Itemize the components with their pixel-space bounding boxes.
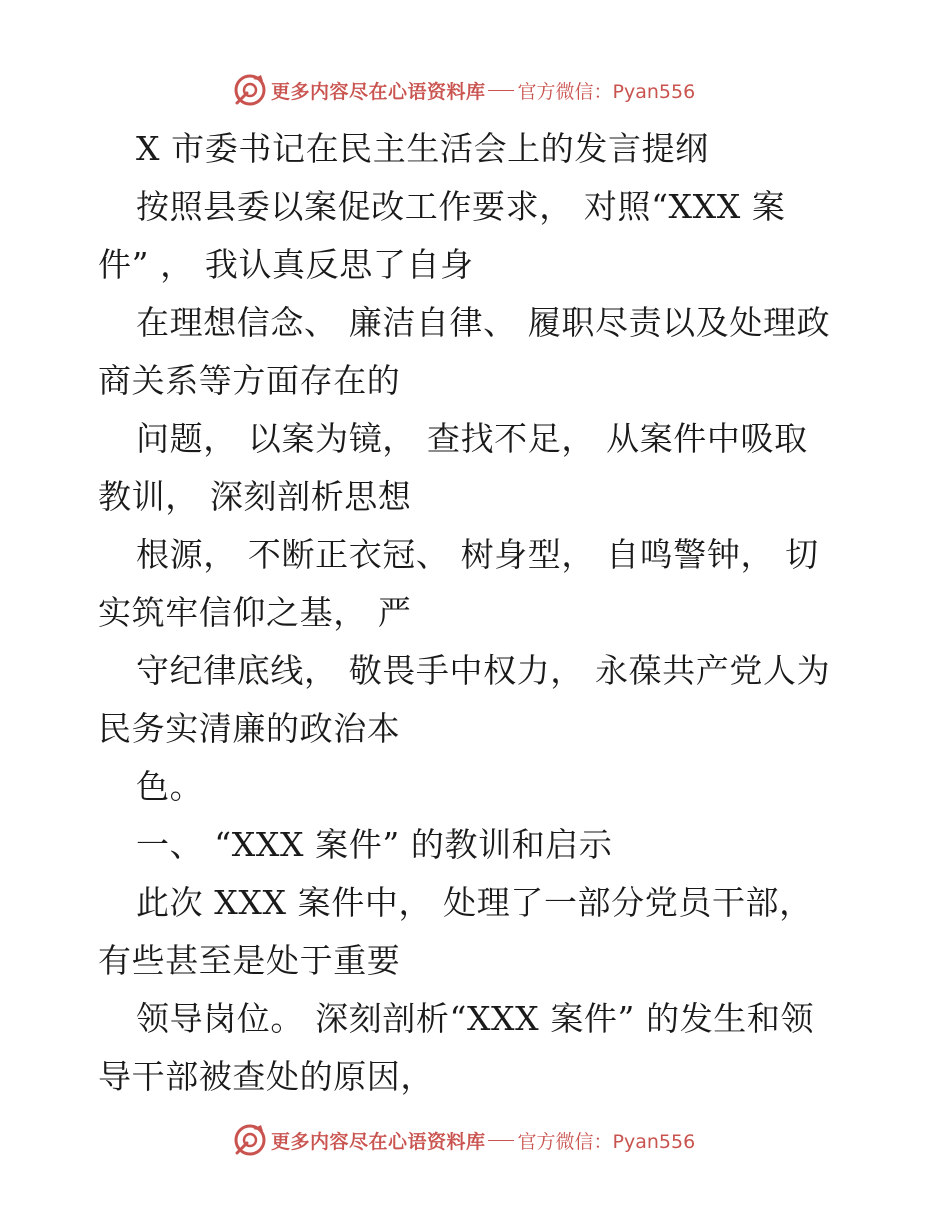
paragraph-line: 商关系等方面存在的 [98,361,401,400]
paragraph-line: 色。 [136,767,204,806]
paragraph-line: 件” ， 我认真反思了自身 [98,245,474,284]
document-title: X 市委书记在民主生活会上的发言提纲 [136,129,709,168]
paragraph-line: 教训， 深刻剖析思想 [98,477,412,516]
watermark-text: 更多内容尽在心语资料库 [271,80,486,103]
watermark-dash [488,90,514,91]
paragraph-line: 导干部被查处的原因， [98,1057,434,1096]
paragraph-line: 在理想信念、 廉洁自律、 履职尽责以及处理政 [136,303,831,342]
watermark-text: 更多内容尽在心语资料库 [271,1130,486,1153]
watermark-wechat: 官方微信：Pyan556 [517,80,696,103]
section-heading: 一、 “XXX 案件” 的教训和启示 [136,825,613,864]
paragraph-line: 民务实清廉的政治本 [98,709,401,748]
paragraph-line: 此次 XXX 案件中， 处理了一部分党员干部， [136,883,813,922]
paragraph-line: 实筑牢信仰之基， 严 [98,593,412,632]
paragraph-line: 按照县委以案促改工作要求， 对照“XXX 案 [136,187,786,226]
watermark-dash [488,1140,514,1141]
pen-logo-icon [233,73,267,107]
watermark-header [233,72,695,108]
watermark-wechat: 官方微信：Pyan556 [517,1130,696,1153]
paragraph-line: 问题， 以案为镜， 查找不足， 从案件中吸取 [136,419,808,458]
paragraph-line: 守纪律底线， 敬畏手中权力， 永葆共产党人为 [136,651,831,690]
paragraph-line: 有些甚至是处于重要 [98,941,401,980]
watermark-footer [233,1122,695,1158]
paragraph-line: 领导岗位。 深刻剖析“XXX 案件” 的发生和领 [136,999,815,1038]
paragraph-line: 根源， 不断正衣冠、 树身型， 自鸣警钟， 切 [136,535,819,574]
pen-logo-icon [233,1123,267,1157]
